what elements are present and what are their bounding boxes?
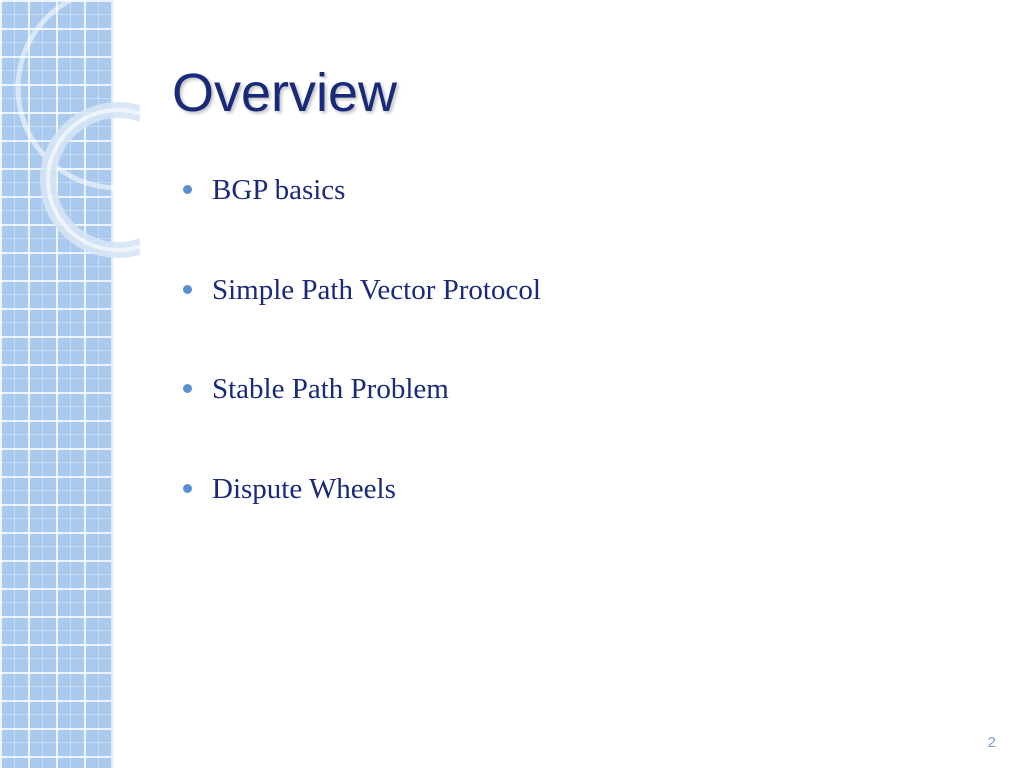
- bullet-text: Simple Path Vector Protocol: [212, 273, 541, 306]
- bullet-item: [183, 369, 541, 469]
- bullet-text: Stable Path Problem: [212, 373, 449, 405]
- decorative-ring-upper: [18, 0, 140, 188]
- page-number: 2: [987, 734, 996, 751]
- bullet-item: [183, 469, 541, 569]
- bullet-item: [183, 270, 541, 370]
- decorative-ring-lower: [48, 110, 140, 250]
- decorative-rings: [0, 0, 140, 260]
- slide-title: Overview: [172, 63, 398, 123]
- bullet-dot-icon: [183, 484, 192, 493]
- bullet-dot-icon: [183, 185, 192, 194]
- bullet-text: BGP basics: [212, 174, 346, 206]
- bullet-dot-icon: [183, 384, 192, 393]
- bullet-text: Dispute Wheels: [212, 472, 396, 505]
- bullet-dot-icon: [183, 285, 192, 294]
- bullet-item: [183, 170, 541, 270]
- bullet-list: [183, 170, 541, 568]
